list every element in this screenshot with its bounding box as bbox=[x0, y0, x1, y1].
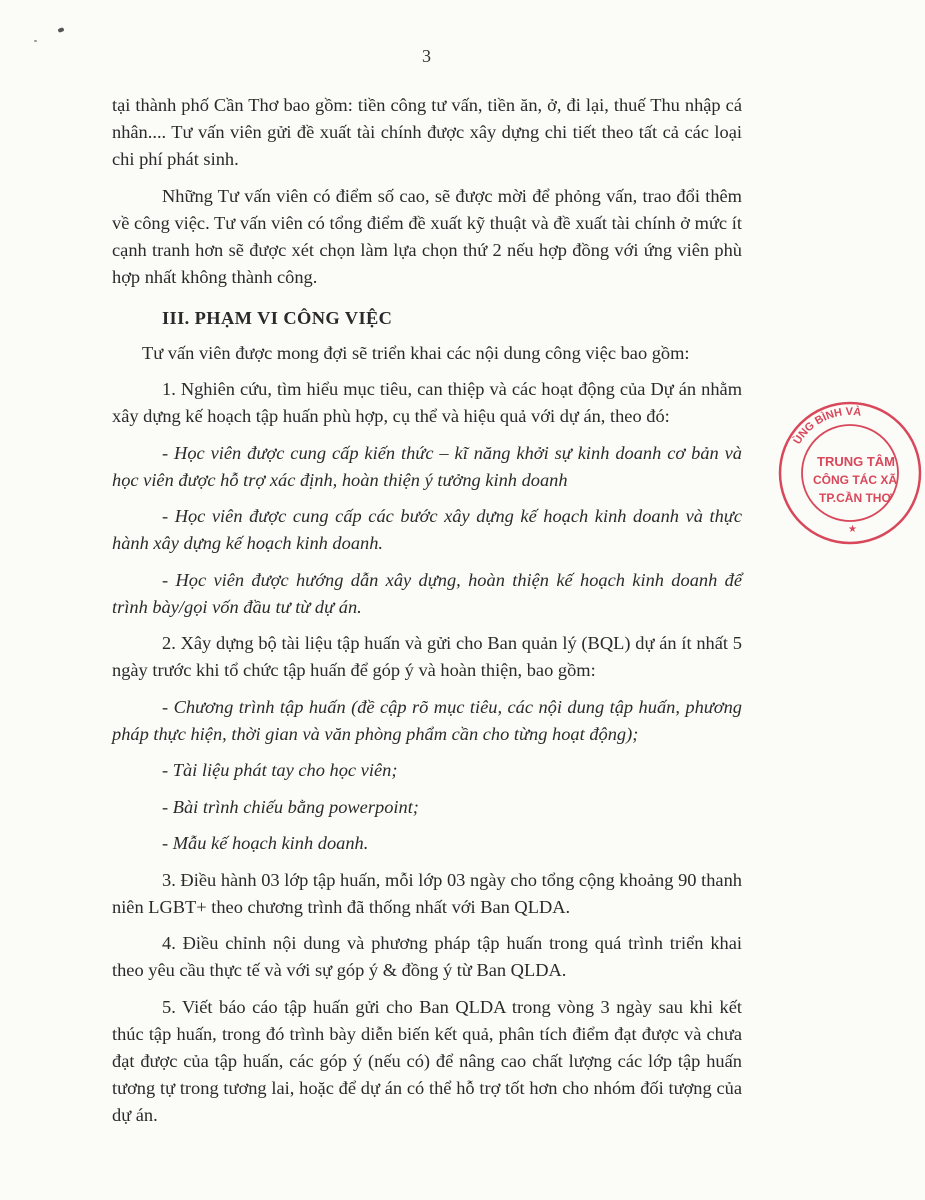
paragraph-continuation: tại thành phố Cần Thơ bao gồm: tiền công tư vấn, tiền ăn, ở, đi lại, thuế Thu nhập cá nhân.... Tư vấn viên gửi đề xuất tài chính được xây dựng chi tiết theo tất cả các loại chi phí phát sinh. bbox=[112, 95, 742, 169]
list-item-1-bullet: - Học viên được cung cấp các bước xây dựng kế hoạch kinh doanh và thực hành xây dựng kế hoạch kinh doanh. bbox=[112, 506, 742, 553]
stamp-ring-text: ÙNG BÌNH VÀ bbox=[791, 405, 862, 447]
list-item-2-bullet: - Mẫu kế hoạch kinh doanh. bbox=[162, 833, 369, 853]
document-body bbox=[112, 92, 742, 1138]
list-item-2: 2. Xây dựng bộ tài liệu tập huấn và gửi cho Ban quản lý (BQL) dự án ít nhất 5 ngày trước khi tổ chức tập huấn để góp ý và hoàn thiện, bao gồm: bbox=[112, 633, 742, 680]
section-intro: Tư vấn viên được mong đợi sẽ triển khai các nội dung công việc bao gồm: bbox=[142, 342, 690, 363]
stamp-line-3: TP.CẦN THƠ bbox=[819, 491, 892, 505]
paragraph-selection: Những Tư vấn viên có điểm số cao, sẽ được mời để phỏng vấn, trao đổi thêm về công việc. Tư vấn viên có tổng điểm đề xuất kỹ thuật và đề xuất tài chính ở mức ít cạnh tranh hơn sẽ được xét chọn làm lựa chọn thứ 2 nếu hợp đồng với ứng viên phù hợp nhất không thành công. bbox=[112, 185, 742, 287]
page-number: 3 bbox=[422, 46, 431, 66]
stamp-star-icon: ★ bbox=[848, 524, 857, 535]
list-item-4: 4. Điều chỉnh nội dung và phương pháp tập huấn trong quá trình triển khai theo yêu cầu thực tế và với sự góp ý & đồng ý từ Ban QLDA. bbox=[112, 933, 742, 980]
section-heading: III. PHẠM VI CÔNG VIỆC bbox=[162, 307, 393, 328]
list-item-1: 1. Nghiên cứu, tìm hiểu mục tiêu, can thiệp và các hoạt động của Dự án nhằm xây dựng kế hoạch tập huấn phù hợp, cụ thể và hiệu quả với dự án, theo đó: bbox=[112, 379, 742, 426]
list-item-1-bullet: - Học viên được cung cấp kiến thức – kĩ năng khởi sự kinh doanh cơ bản và học viên được hỗ trợ xác định, hoàn thiện ý tưởng kinh doanh bbox=[112, 442, 742, 490]
list-item-3: 3. Điều hành 03 lớp tập huấn, mỗi lớp 03 ngày cho tổng cộng khoảng 90 thanh niên LGBT+ theo chương trình đã thống nhất với Ban QLDA. bbox=[112, 869, 742, 917]
list-item-5: 5. Viết báo cáo tập huấn gửi cho Ban QLDA trong vòng 3 ngày sau khi kết thúc tập huấn, trong đó trình bày diễn biến kết quả, phân tích điểm đạt được và chưa đạt được của tập huấn, các góp ý (nếu có) để nâng cao chất lượng các lớp tập huấn tương tự trong tương lai, hoặc để dự án có thể hỗ trợ tốt hơn cho nhóm đối tượng của dự án. bbox=[112, 996, 742, 1125]
official-stamp bbox=[775, 398, 925, 548]
scan-artifact bbox=[57, 27, 64, 33]
list-item-2-bullet: - Tài liệu phát tay cho học viên; bbox=[162, 760, 398, 780]
list-item-2-bullet: - Chương trình tập huấn (đề cập rõ mục tiêu, các nội dung tập huấn, phương pháp thực hiện, thời gian và văn phòng phẩm cần cho từng hoạt động); bbox=[112, 696, 742, 744]
stamp-line-1: TRUNG TÂM bbox=[817, 454, 895, 469]
scan-artifact bbox=[34, 40, 37, 42]
list-item-1-bullet: - Học viên được hướng dẫn xây dựng, hoàn thiện kế hoạch kinh doanh để trình bày/gọi vốn đầu tư từ dự án. bbox=[112, 569, 742, 617]
stamp-line-2: CÔNG TÁC XÃ bbox=[813, 473, 897, 487]
list-item-2-bullet: - Bài trình chiếu bằng powerpoint; bbox=[162, 796, 419, 817]
